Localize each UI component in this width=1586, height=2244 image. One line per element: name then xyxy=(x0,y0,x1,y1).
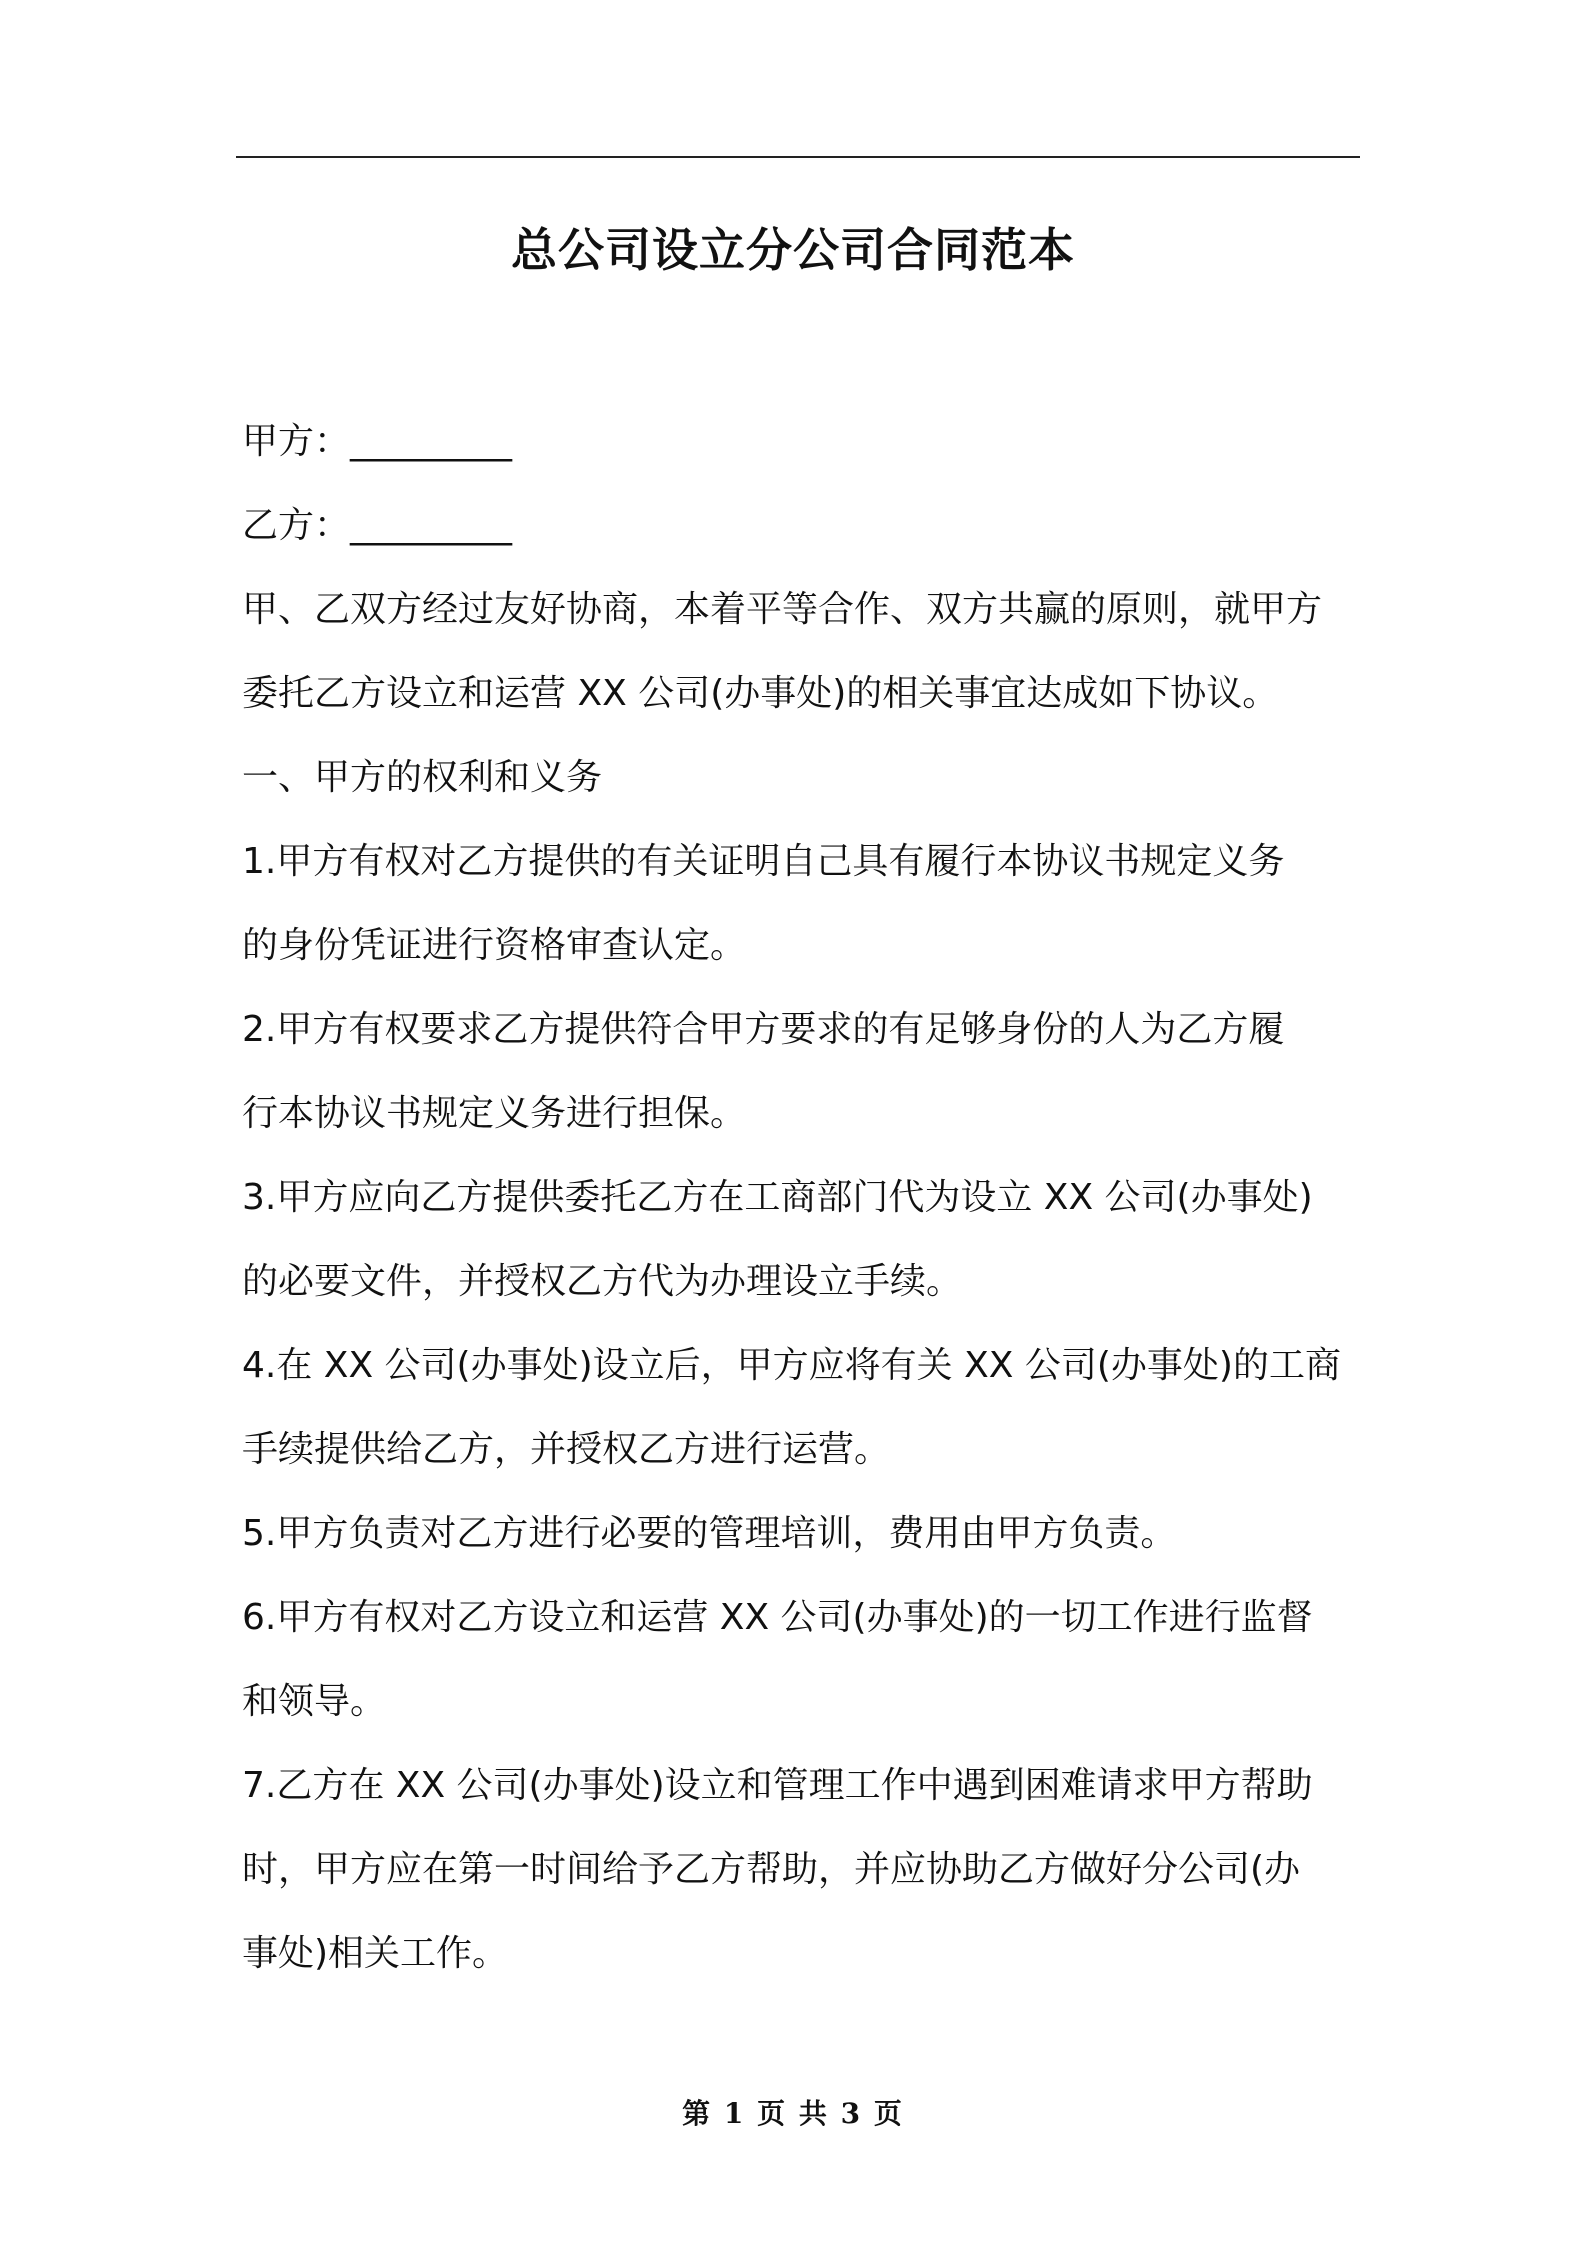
clause-1-line-2: 的身份凭证进行资格审查认定。 xyxy=(242,925,747,966)
clause-6-line-2: 和领导。 xyxy=(242,1681,387,1722)
clause-4-line-1: 4.在 XX 公司(办事处)设立后，甲方应将有关 XX 公司(办事处)的工商 xyxy=(242,1345,1341,1386)
clause-7-line-1: 7.乙方在 XX 公司(办事处)设立和管理工作中遇到困难请求甲方帮助 xyxy=(242,1765,1313,1806)
clause-7-line-3: 事处)相关工作。 xyxy=(242,1933,509,1974)
clause-6-line-1: 6.甲方有权对乙方设立和运营 XX 公司(办事处)的一切工作进行监督 xyxy=(242,1597,1313,1638)
clause-2-line-2: 行本协议书规定义务进行担保。 xyxy=(242,1093,747,1134)
party-a-line: 甲方：_________ xyxy=(242,421,513,462)
clause-5-line-1: 5.甲方负责对乙方进行必要的管理培训，费用由甲方负责。 xyxy=(242,1513,1177,1554)
clause-7-line-2: 时，甲方应在第一时间给予乙方帮助，并应协助乙方做好分公司(办 xyxy=(242,1849,1301,1890)
clause-3-line-1: 3.甲方应向乙方提供委托乙方在工商部门代为设立 XX 公司(办事处) xyxy=(242,1177,1313,1218)
preamble-line-1: 甲、乙双方经过友好协商，本着平等合作、双方共赢的原则，就甲方 xyxy=(242,589,1323,630)
clause-3-line-2: 的必要文件，并授权乙方代为办理设立手续。 xyxy=(242,1261,963,1302)
clause-4-line-2: 手续提供给乙方，并授权乙方进行运营。 xyxy=(242,1429,891,1470)
section-heading: 一、甲方的权利和义务 xyxy=(242,757,603,798)
document-body xyxy=(242,400,1360,1996)
preamble-line-2: 委托乙方设立和运营 XX 公司(办事处)的相关事宜达成如下协议。 xyxy=(242,673,1279,714)
page-footer: 第 1 页 共 3 页 xyxy=(682,2097,904,2130)
party-b-line: 乙方：_________ xyxy=(242,505,513,546)
clause-2-line-1: 2.甲方有权要求乙方提供符合甲方要求的有足够身份的人为乙方履 xyxy=(242,1009,1285,1050)
header-rule xyxy=(236,156,1360,158)
clause-1-line-1: 1.甲方有权对乙方提供的有关证明自己具有履行本协议书规定义务 xyxy=(242,841,1285,882)
document-title: 总公司设立分公司合同范本 xyxy=(511,223,1075,277)
